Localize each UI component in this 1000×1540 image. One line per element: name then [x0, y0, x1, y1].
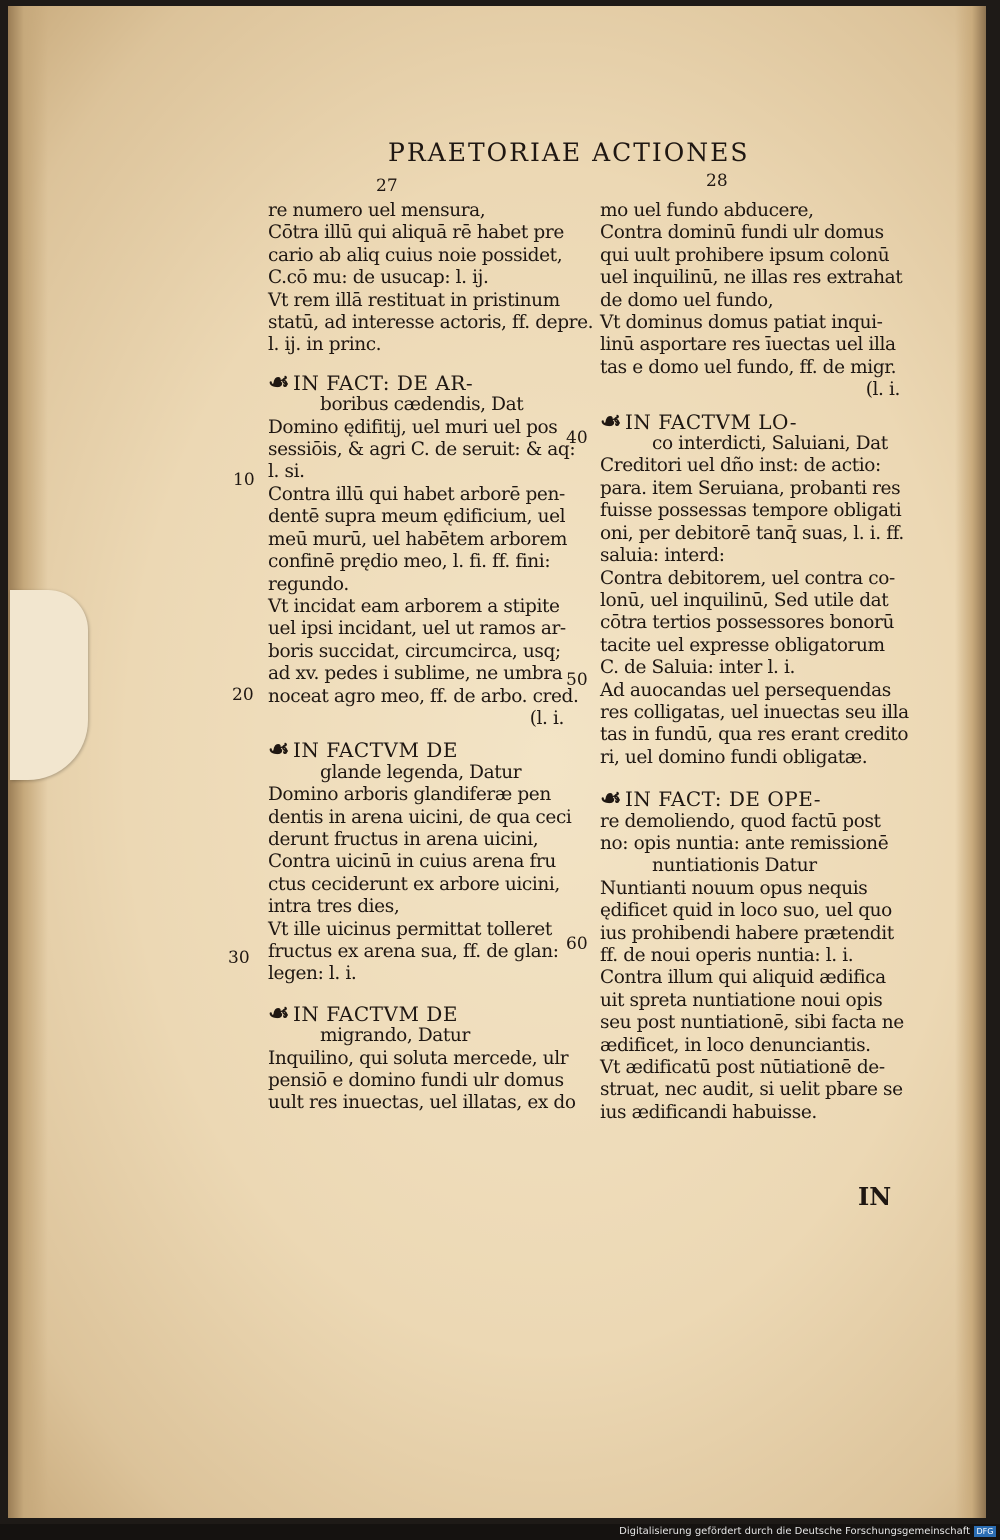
text-line: tas e domo uel fundo, ff. de migr. [600, 356, 897, 378]
text-line: tacite uel expresse obligatorum [600, 634, 885, 656]
text-line: ad xv. pedes i sublime, ne umbra [268, 663, 563, 685]
funding-credit: Digitalisierung gefördert durch die Deutsche Forschungsgemeinschaft [619, 1526, 970, 1537]
text-line: uult res inuectas, uel illatas, ex do [268, 1092, 576, 1114]
dfg-logo-icon: DFG [974, 1526, 996, 1537]
text-line: ri, uel domino fundi obligatæ. [600, 746, 868, 768]
text-line: Contra dominū fundi ulr domus [600, 222, 884, 244]
margin-number: 20 [232, 685, 254, 705]
text-line: oni, per debitorē tanq̄ suas, l. i. ff. [600, 522, 904, 544]
right-heading-2-cont: no: opis nuntia: ante remissionē [600, 832, 889, 854]
text-line: Vt ille uicinus permittat tolleret [268, 918, 552, 940]
text-line: Contra illum qui aliquid ædifica [600, 967, 886, 989]
text-line: para. item Seruiana, probanti res [600, 477, 901, 499]
margin-number: 50 [566, 670, 588, 690]
pilcrow-icon: ☙ [268, 734, 291, 764]
text-line: ędificet quid in loco suo, uel quo [600, 900, 892, 922]
pilcrow-icon: ☙ [268, 997, 291, 1027]
text-line: sessiōis, & agri C. de seruit: & aq: [268, 439, 576, 461]
text-line: mo uel fundo abducere, [600, 200, 814, 221]
text-line: (l. i. [865, 379, 900, 401]
margin-number: 30 [228, 948, 250, 968]
text-line: seu post nuntiationē, sibi facta ne [600, 1012, 904, 1034]
pilcrow-icon: ☙ [268, 366, 291, 396]
text-line: (l. i. [529, 707, 564, 729]
text-line: ctus ceciderunt ex arbore uicini, [268, 873, 560, 895]
margin-number: 10 [233, 470, 255, 490]
running-head: PRAETORIAE ACTIONES [388, 138, 750, 167]
pilcrow-icon: ☙ [600, 405, 623, 435]
text-line: Inquilino, qui soluta mercede, ulr [268, 1047, 569, 1069]
text-line: statū, ad interesse actoris, ff. depre. [268, 312, 594, 334]
text-line: lonū, uel inquilinū, Sed utile dat [600, 589, 889, 611]
text-line: cōtra tertios possessores bonorū [600, 612, 894, 634]
text-line: Creditori uel dño inst: de actio: [600, 455, 881, 477]
text-line: Vt dominus domus patiat inqui- [600, 312, 883, 334]
text-line: ff. de noui operis nuntia: l. i. [600, 945, 854, 966]
pilcrow-icon: ☙ [600, 783, 623, 813]
text-line: Vt ædificatū post nūtiationē de- [600, 1057, 885, 1079]
text-line: Vt rem illā restituat in pristinum [268, 289, 560, 311]
text-line: ius prohibendi habere prætendit [600, 922, 894, 944]
left-heading-3: ☙ IN FACTVM DE [268, 997, 458, 1027]
text-line: l. ij. in princ. [268, 334, 382, 356]
text-line: Domino ędifitij, uel muri uel pos [268, 416, 558, 438]
text-line: uel inquilinū, ne illas res extrahat [600, 267, 903, 289]
right-column [600, 200, 909, 1124]
text-line: ius ædificandi habuisse. [600, 1101, 817, 1123]
margin-number: 60 [566, 934, 588, 954]
catchword: IN [858, 1182, 892, 1211]
text-line: linū asportare res īuectas uel illa [600, 334, 896, 356]
text-line: Contra debitorem, uel contra co- [600, 567, 895, 589]
text-line: Vt incidat eam arborem a stipite [268, 595, 560, 617]
right-heading-2: ☙ IN FACT: DE OPE- [600, 783, 821, 813]
left-heading-1: ☙ IN FACT: DE AR- [268, 366, 474, 396]
text-line: re numero uel mensura, [268, 200, 486, 221]
left-block-3 [268, 784, 572, 986]
text-line: C.cō mu: de usucap: l. ij. [268, 267, 489, 289]
text-line: dentē supra meum ędificium, uel [268, 506, 566, 528]
text-line: pensiō e domino fundi ulr domus [268, 1070, 564, 1092]
text-line: ædificet, in loco denunciantis. [600, 1034, 871, 1056]
text-line: derunt fructus in arena uicini, [268, 828, 539, 850]
text-line: qui uult prohibere ipsum colonū [600, 244, 890, 266]
text-line: Domino arboris glandiferæ pen [268, 784, 551, 806]
text-line: uit spreta nuntiatione noui opis [600, 989, 883, 1011]
text-line: saluia: interd: [600, 545, 725, 567]
left-block-4 [268, 1047, 576, 1115]
text-line: boris succidat, circumcirca, usq; [268, 640, 561, 662]
text-line: struat, nec audit, si uelit pbare se [600, 1079, 903, 1101]
left-heading-3-cont: migrando, Datur [320, 1025, 470, 1047]
text-line: l. si. [268, 461, 305, 483]
text-line: C. de Saluia: inter l. i. [600, 657, 795, 679]
text-line: Nuntianti nouum opus nequis [600, 877, 868, 899]
left-block-1 [268, 200, 594, 357]
right-heading-1-cont: co interdicti, Saluiani, Dat [652, 433, 888, 455]
text-line: tas in fundū, qua res erant credito [600, 724, 909, 746]
text-line: legen: l. i. [268, 963, 357, 985]
right-heading-1: ☙ IN FACTVM LO- [600, 405, 797, 435]
page-number-left: 27 [376, 176, 398, 196]
paper-tab-strip [10, 590, 88, 780]
text-line: uel ipsi incidant, uel ut ramos ar- [268, 618, 566, 640]
text-line: regundo. [268, 573, 349, 595]
text-line: meū murū, uel habētem arborem [268, 528, 568, 550]
right-heading-2-cont: re demoliendo, quod factū post [600, 810, 881, 832]
right-block-2 [600, 455, 909, 769]
page-edge [955, 6, 986, 1518]
text-line: confinē prędio meo, l. fi. ff. fini: [268, 551, 551, 573]
text-line: de domo uel fundo, [600, 289, 774, 311]
text-line: intra tres dies, [268, 896, 400, 918]
text-line: fuisse possessas tempore obligati [600, 500, 902, 522]
right-block-1 [600, 200, 903, 402]
margin-number: 40 [566, 428, 588, 448]
page-number-right: 28 [706, 171, 728, 191]
text-line: noceat agro meo, ff. de arbo. cred. [268, 685, 579, 707]
text-line: fructus ex arena sua, ff. de glan: [268, 941, 559, 962]
text-line: res colligatas, uel inuectas seu illa [600, 701, 909, 723]
left-heading-2-cont: glande legenda, Datur [320, 761, 522, 783]
text-line: Ad auocandas uel persequendas [600, 679, 891, 701]
text-line: Cōtra illū qui aliquā rē habet pre [268, 222, 564, 244]
text-line: Contra uicinū in cuius arena fru [268, 851, 556, 873]
text-line: Contra illū qui habet arborē pen- [268, 483, 565, 505]
left-heading-1-cont: boribus cædendis, Dat [320, 394, 524, 416]
left-heading-2: ☙ IN FACTVM DE [268, 734, 458, 764]
text-line: cario ab aliq cuius noie possidet, [268, 244, 563, 266]
right-heading-2-cont: nuntiationis Datur [652, 855, 817, 877]
text-line: dentis in arena uicini, de qua ceci [268, 806, 572, 828]
right-block-3 [600, 877, 904, 1124]
